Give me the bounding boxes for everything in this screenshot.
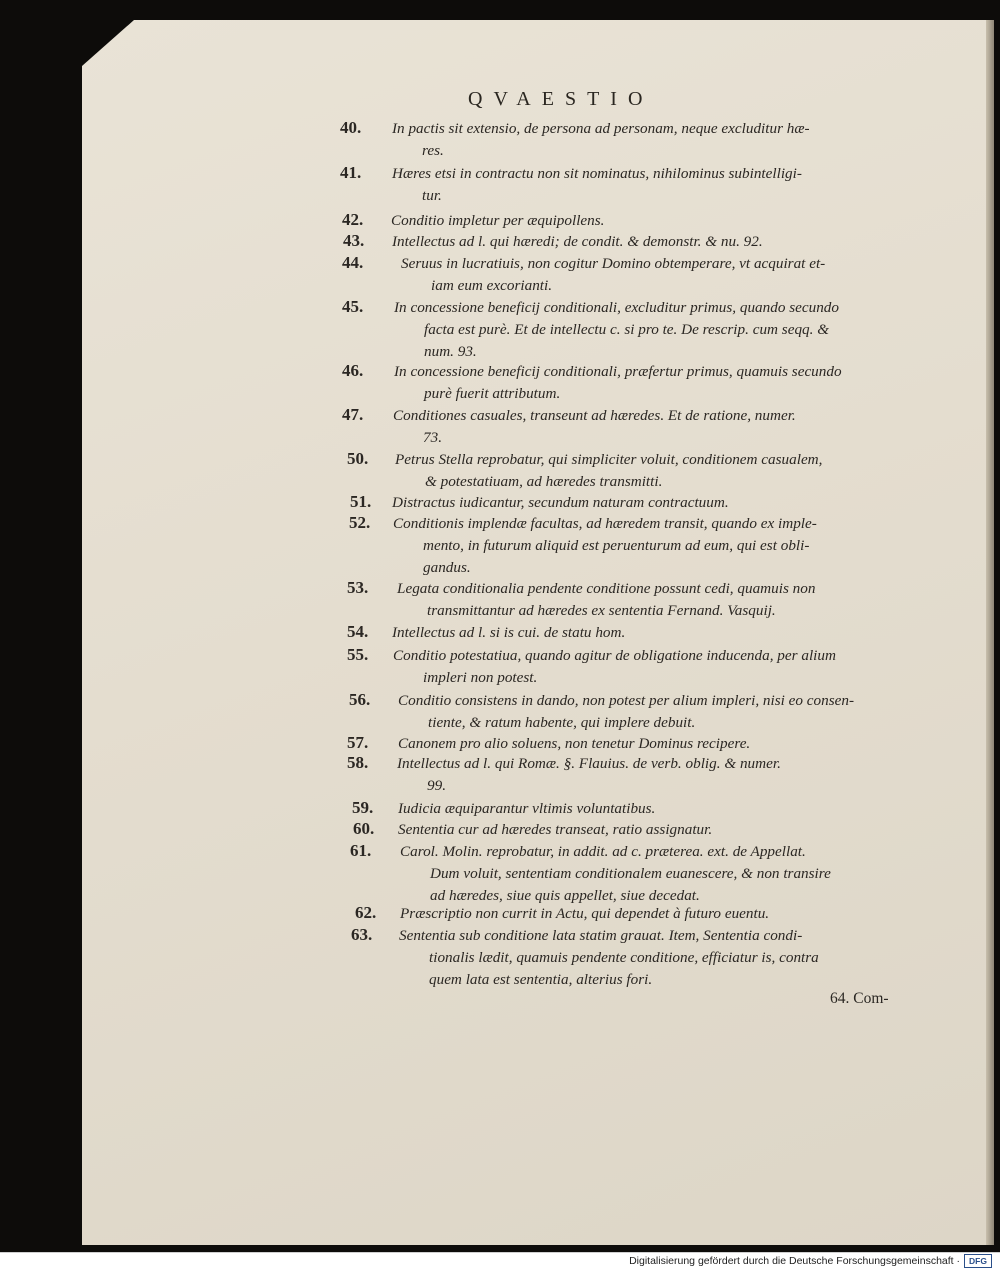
entry-line: Legata conditionalia pendente conditione possunt cedi, quamuis non [397, 580, 816, 597]
entry-line: Intellectus ad l. si is cui. de statu hom. [392, 624, 626, 641]
entry-line: gandus. [423, 559, 471, 576]
entry-line: & potestatiuam, ad hæredes transmitti. [425, 473, 663, 490]
entry-number: 59. [352, 798, 374, 817]
entry-text [398, 690, 854, 734]
running-head: QVAESTIO [468, 88, 654, 110]
entry-number: 62. [355, 903, 377, 922]
entry-line: Conditio impletur per æquipollens. [391, 212, 605, 229]
entry-line: Dum voluit, sententiam conditionalem euanescere, & non transire [430, 865, 831, 882]
entry-text [392, 622, 625, 644]
entry-text [394, 297, 839, 363]
entry-number: 41. [340, 163, 362, 182]
entry-number: 60. [353, 819, 375, 838]
entry-line: ad hæredes, siue quis appellet, siue decedat. [430, 887, 700, 904]
entry-number: 54. [347, 622, 369, 641]
entry-text [400, 841, 831, 907]
entry-number: 53. [347, 578, 369, 597]
entry-line: Hæres etsi in contractu non sit nominatus, nihilominus subintelligi- [392, 165, 802, 182]
dfg-logo: DFG [964, 1254, 992, 1268]
entry-text [393, 405, 796, 449]
entry-number: 47. [342, 405, 364, 424]
entry-text [398, 733, 750, 755]
entry-line: quem lata est sententia, alterius fori. [429, 971, 653, 988]
entry-text [400, 903, 769, 925]
entry-line: Conditiones casuales, transeunt ad hæredes. Et de ratione, numer. [393, 407, 796, 424]
entry-number: 52. [349, 513, 371, 532]
entry-number: 50. [347, 449, 369, 468]
entry-number: 63. [351, 925, 373, 944]
entry-line: Distractus iudicantur, secundum naturam contractuum. [392, 494, 729, 511]
entry-line: Præscriptio non currit in Actu, qui dependet à futuro euentu. [400, 905, 770, 922]
entry-text [392, 492, 729, 514]
entry-line: Conditio potestatiua, quando agitur de obligatione inducenda, per alium [393, 647, 836, 664]
entry-line: 99. [427, 777, 446, 794]
entry-line: Petrus Stella reprobatur, qui simpliciter voluit, conditionem casualem, [395, 451, 823, 468]
entry-line: tur. [422, 187, 442, 204]
entry-line: Conditionis implendæ facultas, ad hæredem transit, quando ex imple- [393, 515, 817, 532]
entry-number: 46. [342, 361, 364, 380]
entry-text [399, 925, 819, 991]
entry-number: 55. [347, 645, 369, 664]
page-edge [986, 20, 994, 1245]
entry-line: tiente, & ratum habente, qui implere debuit. [428, 714, 696, 731]
entry-line: In concessione beneficij conditionali, præfertur primus, quamuis secundo [394, 363, 842, 380]
entry-text [398, 819, 712, 841]
entry-number: 43. [343, 231, 365, 250]
entry-line: Seruus in lucratiuis, non cogitur Domino obtemperare, vt acquirat et- [401, 255, 826, 272]
entry-line: tionalis lædit, quamuis pendente conditione, efficiatur is, contra [429, 949, 819, 966]
entry-line: Conditio consistens in dando, non potest per alium impleri, nisi eo consen- [398, 692, 855, 709]
entry-line: Intellectus ad l. qui Romæ. §. Flauius. de verb. oblig. & numer. [397, 755, 781, 772]
entry-line: purè fuerit attributum. [424, 385, 561, 402]
footer-credit: Digitalisierung gefördert durch die Deutsche Forschungsgemeinschaft · [629, 1255, 960, 1267]
entry-number: 44. [342, 253, 364, 272]
entry-text [392, 231, 763, 253]
entry-text [393, 513, 817, 579]
entry-text [397, 578, 815, 622]
entry-number: 58. [347, 753, 369, 772]
entry-line: In concessione beneficij conditionali, excluditur primus, quando secundo [394, 299, 839, 316]
entry-line: Sententia sub conditione lata statim grauat. Item, Sententia condi- [399, 927, 803, 944]
entry-line: num. 93. [424, 343, 477, 360]
entry-line: iam eum excorianti. [431, 277, 553, 294]
entry-line: Canonem pro alio soluens, non tenetur Dominus recipere. [398, 735, 751, 752]
entry-number: 57. [347, 733, 369, 752]
entry-text [392, 163, 802, 207]
entry-text [392, 118, 810, 162]
entry-line: In pactis sit extensio, de persona ad personam, neque excluditur hæ- [392, 120, 810, 137]
entry-text [397, 753, 781, 797]
entry-text [398, 798, 655, 820]
entry-line: Sententia cur ad hæredes transeat, ratio assignatur. [398, 821, 713, 838]
entry-number: 40. [340, 118, 362, 137]
entry-text [394, 361, 842, 405]
entry-line: transmittantur ad hæredes ex sententia Fernand. Vasquij. [427, 602, 776, 619]
entry-text [401, 253, 825, 297]
entry-text [391, 210, 604, 232]
entry-line: Carol. Molin. reprobatur, in addit. ad c. præterea. ext. de Appellat. [400, 843, 806, 860]
entry-line: facta est purè. Et de intellectu c. si pro te. De rescrip. cum seqq. & [424, 321, 830, 338]
entry-line: Iudicia æquiparantur vltimis voluntatibus. [398, 800, 656, 817]
entry-line: mento, in futurum aliquid est peruenturum ad eum, qui est obli- [423, 537, 810, 554]
entry-line: impleri non potest. [423, 669, 538, 686]
entry-number: 45. [342, 297, 364, 316]
catchword: 64. Com- [830, 990, 889, 1007]
entry-number: 56. [349, 690, 371, 709]
entry-text [395, 449, 822, 493]
entry-line: res. [422, 142, 444, 159]
entry-number: 42. [342, 210, 364, 229]
entry-line: 73. [423, 429, 442, 446]
entry-number: 51. [350, 492, 372, 511]
entry-line: Intellectus ad l. qui hæredi; de condit. & demonstr. & nu. 92. [392, 233, 763, 250]
entry-text [393, 645, 836, 689]
entry-number: 61. [350, 841, 372, 860]
